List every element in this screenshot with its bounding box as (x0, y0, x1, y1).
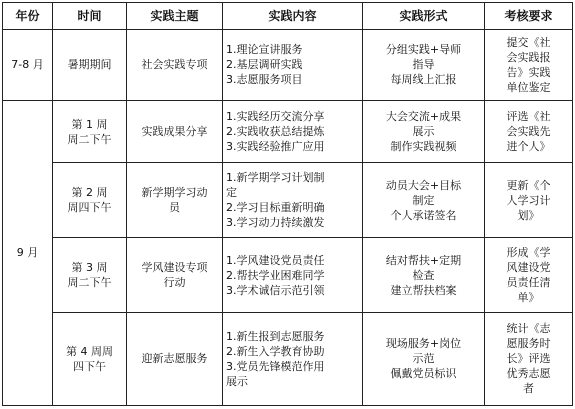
theme-cell: 迎新志愿服务 (127, 312, 223, 405)
content-cell: 1.新学期学习计划制 定 2.学习目标重新明确 3.学习动力持续激发 (223, 163, 363, 238)
form-cell: 结对帮扶+定期 检查 建立帮扶档案 (363, 238, 485, 313)
header-time: 时间 (53, 3, 127, 30)
requirement-cell: 评选《社 会实践先 进个人》 (485, 100, 573, 163)
theme-cell: 学风建设专项 行动 (127, 238, 223, 313)
requirement-cell: 统计《志 愿服务时 长》评选 优秀志愿 者 (485, 312, 573, 405)
theme-cell: 实践成果分享 (127, 100, 223, 163)
time-cell: 第 4 周周 四下午 (53, 312, 127, 405)
content-cell: 1.学风建设党员责任 2.帮扶学业困难同学 3.学术诚信示范引领 (223, 238, 363, 313)
table-row (3, 100, 573, 163)
header-year: 年份 (3, 3, 53, 30)
header-form: 实践形式 (363, 3, 485, 30)
table-row (3, 312, 573, 405)
header-content: 实践内容 (223, 3, 363, 30)
time-cell: 第 1 周 周二下午 (53, 100, 127, 163)
form-cell: 分组实践+导师 指导 每周线上汇报 (363, 30, 485, 101)
requirement-cell: 形成《学 风建设党 员责任清 单》 (485, 238, 573, 313)
time-cell: 第 2 周 周四下午 (53, 163, 127, 238)
practice-schedule-table (2, 2, 573, 406)
table-row (3, 238, 573, 313)
form-cell: 现场服务+岗位 示范 佩戴党员标识 (363, 312, 485, 405)
time-cell: 第 3 周 周二下午 (53, 238, 127, 313)
form-cell: 大会交流+成果 展示 制作实践视频 (363, 100, 485, 163)
form-cell: 动员大会+目标 制定 个人承诺签名 (363, 163, 485, 238)
table-row (3, 163, 573, 238)
year-cell: 9 月 (3, 100, 53, 405)
header-theme: 实践主题 (127, 3, 223, 30)
content-cell: 1.新生报到志愿服务 2.新生入学教育协助 3.党员先锋模范作用 展示 (223, 312, 363, 405)
time-cell: 暑期期间 (53, 30, 127, 101)
table-row (3, 30, 573, 101)
table-header-row (3, 3, 573, 30)
requirement-cell: 更新《个 人学习计 划》 (485, 163, 573, 238)
header-requirement: 考核要求 (485, 3, 573, 30)
content-cell: 1.实践经历交流分享 2.实践收获总结提炼 3.实践经验推广应用 (223, 100, 363, 163)
year-cell: 7-8 月 (3, 30, 53, 101)
theme-cell: 社会实践专项 (127, 30, 223, 101)
requirement-cell: 提交《社 会实践报 告》实践 单位鉴定 (485, 30, 573, 101)
content-cell: 1.理论宣讲服务 2.基层调研实践 3.志愿服务项目 (223, 30, 363, 101)
theme-cell: 新学期学习动 员 (127, 163, 223, 238)
